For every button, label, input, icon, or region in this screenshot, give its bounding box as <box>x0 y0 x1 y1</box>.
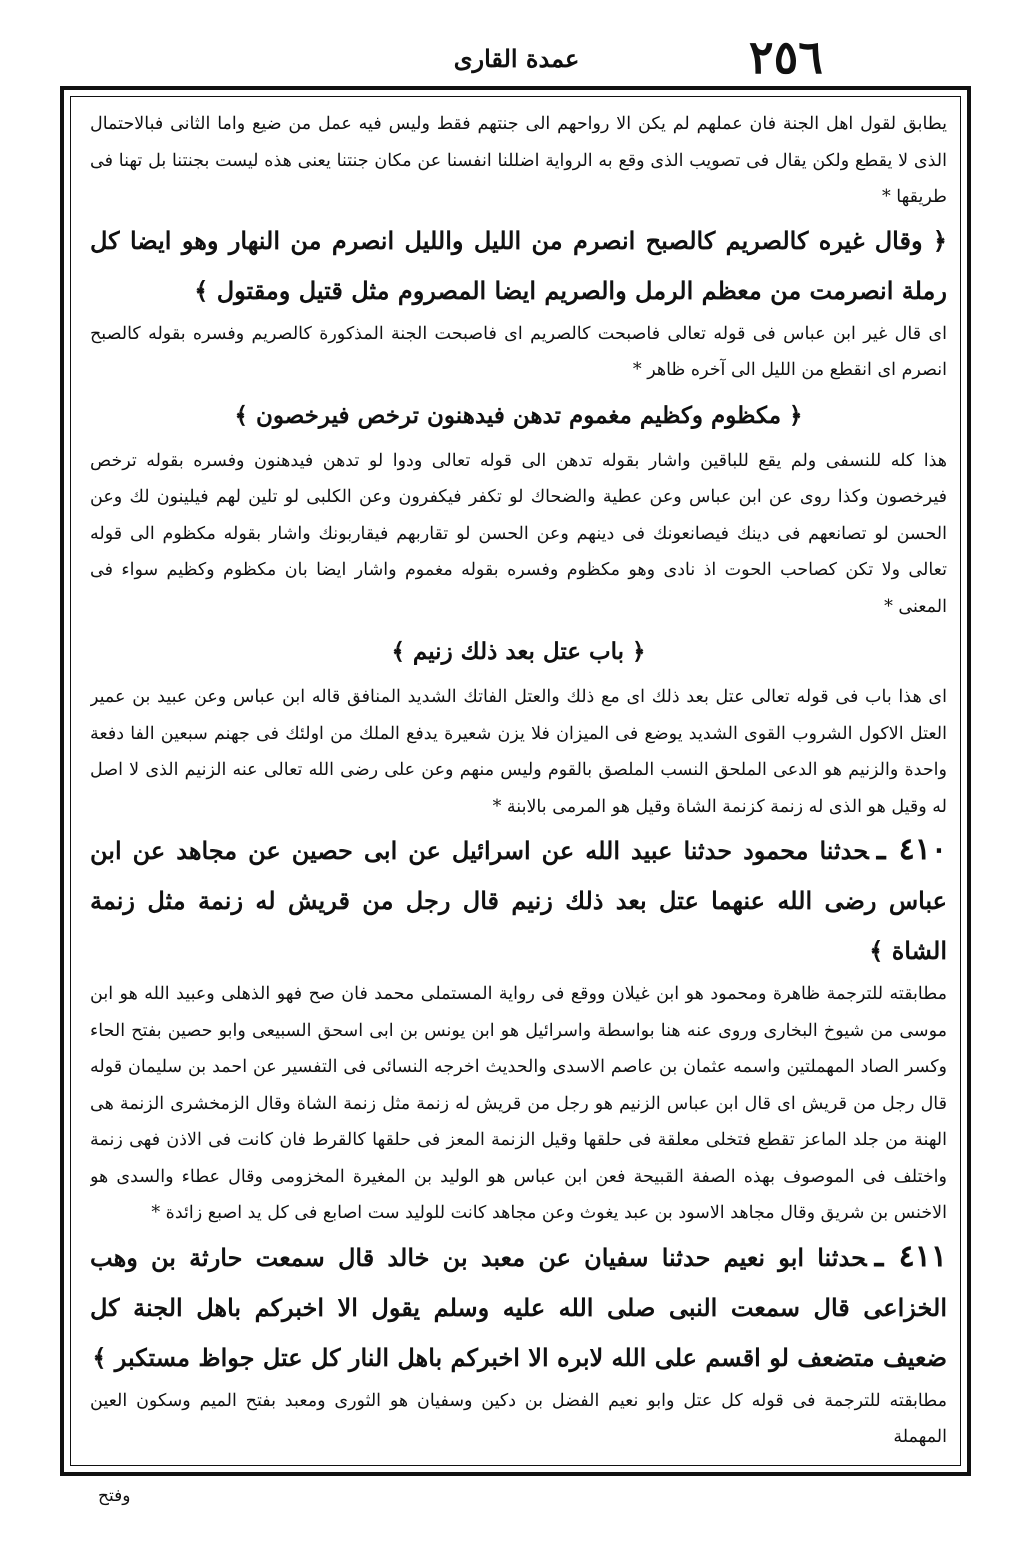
hadith-number: ٤١٠ ـ <box>876 832 947 867</box>
commentary-paragraph: هذا كله للنسفى ولم يقع للباقين واشار بقوله تدهن الى قوله تعالى ودوا لو تدهن فيدهنون وفسره بقوله ترخص فيرخصون وكذا روى عن ابن عباس وعن عطية والضحاك لو تكفر فيكفرون وعن الكلبى لو تلين لهم فيلينون لك وعن الحسن لو تصانعهم فى دينك فيصانعونك فى دينهم وعن الحسن لو تقاربهم فيقاربونك واشار بقوله مكظوم الى قوله تعالى ولا تكن كصاحب الحوت اذ نادى وهو مكظوم وفسره بقوله مغموم واشار ايضا بان مكظوم وكظيم سواء فى المعنى * <box>90 450 947 617</box>
hadith-body: حدثنا ابو نعيم حدثنا سفيان عن معبد بن خالد قال سمعت حارثة بن وهب الخزاعى قال سمعت النبى صلى الله عليه وسلم يقول الا اخبركم باهل الجنة كل ضعيف متضعف لو اقسم على الله لابره الا اخبركم باهل النار كل عتل جواظ مستكبر ﴾ <box>90 1242 947 1372</box>
commentary-paragraph: اى هذا باب فى قوله تعالى عتل بعد ذلك اى مع ذلك والعتل الفاتك الشديد المنافق قاله ابن عباس وعن عبيد بن عمير العتل الاكول الشروب القوى الشديد يوضع فى الميزان فلا يزن شعيرة يدفع الملك من اولئك فى جهنم سبعين الفا دفعة واحدة والزنيم هو الدعى الملحق النسب الملصق بالقوم وليس منهم وعن على رضى الله تعالى عنه الزنيم الذى لا اصل له وقيل هو الذى له زنمة كزنمة الشاة وقيل هو المرمى بالابنة * <box>90 687 947 817</box>
hadith-text <box>90 825 947 976</box>
quoted-heading: ﴿ مكظوم وكظيم مغموم تدهن فيدهنون ترخص فيرخصون ﴾ <box>234 401 803 429</box>
running-title: عمدة القارى <box>453 44 580 73</box>
chapter-heading: ﴿ باب عتل بعد ذلك زنيم ﴾ <box>391 638 646 665</box>
page-content <box>90 106 947 1462</box>
page-number: ٢٥٦ <box>748 30 823 84</box>
catchword: وفتح <box>98 1486 131 1506</box>
quoted-text: ﴿ وقال غيره كالصريم كالصبح انصرم من الليل والليل انصرم من النهار وهو ايضا كل رملة انصرمت من معظم الرمل والصريم ايضا المصروم مثل قتيل ومقتول ﴾ <box>90 225 947 305</box>
page-header <box>60 30 973 86</box>
hadith-number: ٤١١ ـ <box>874 1238 947 1274</box>
commentary-paragraph: مطابقته للترجمة ظاهرة ومحمود هو ابن غيلان ووقع فى رواية المستملى محمد فان صح فهو الذهلى وعبيد الله هو ابن موسى من شيوخ البخارى وروى عنه هنا بواسطة واسرائيل هو ابن يونس بن ابى اسحق السبيعى وابو حصين بفتح الحاء وكسر الصاد المهملتين واسمه عثمان بن عاصم الاسدى والحديث اخرجه النسائى فى التفسير عن احمد بن سليمان قوله قال رجل من قريش اى قال ابن عباس الزنيم هو رجل من قريش له زنمة مثل زنمة الشاة وقال الزمخشرى الزنمة هى الهنة من جلد الماعز تقطع فتخلى معلقة فى حلقها وقيل الزنمة المعز فى حلقها كالقرط فان كانت فى الاذن فهى زنمة واختلف فى الموصوف بهذه الصفة القبيحة فعن ابن عباس هو الوليد بن المغيرة المخزومى وقال عطاء والسدى هو الاخنس بن شريق وقال مجاهد الاسود بن عبد يغوث وعن مجاهد كانت للوليد ست اصابع فى كل يد اصبع زائدة * <box>90 984 947 1223</box>
commentary-paragraph: اى قال غير ابن عباس فى قوله تعالى فاصبحت كالصريم اى فاصبحت الجنة المذكورة كالصريم وفسره بقوله كالصبح انصرم اى انقطع من الليل الى آخره ظاهر * <box>90 323 947 380</box>
hadith-text <box>90 1232 947 1383</box>
page-frame <box>60 86 971 1476</box>
commentary-paragraph: مطابقته للترجمة فى قوله كل عتل وابو نعيم الفضل بن دكين وسفيان هو الثورى ومعبد بفتح الميم وسكون العين المهملة <box>90 1390 947 1447</box>
hadith-body: حدثنا محمود حدثنا عبيد الله عن اسرائيل عن ابى حصين عن مجاهد عن ابن عباس رضى الله عنهما عتل بعد ذلك زنيم قال رجل من قريش له زنمة مثل زنمة الشاة ﴾ <box>90 836 947 965</box>
commentary-paragraph: يطابق لقول اهل الجنة فان عملهم لم يكن الا رواحهم الى جنتهم فقط وليس فيه عمل من ضيع واما الثانى فبالاحتمال الذى لا يقطع ولكن يقال فى تصويب الذى وقع به الرواية اضللنا انفسنا عن مكان جنتنا يعنى هذه ليست بجنتنا بل تهنا فى طريقها * <box>90 114 947 207</box>
